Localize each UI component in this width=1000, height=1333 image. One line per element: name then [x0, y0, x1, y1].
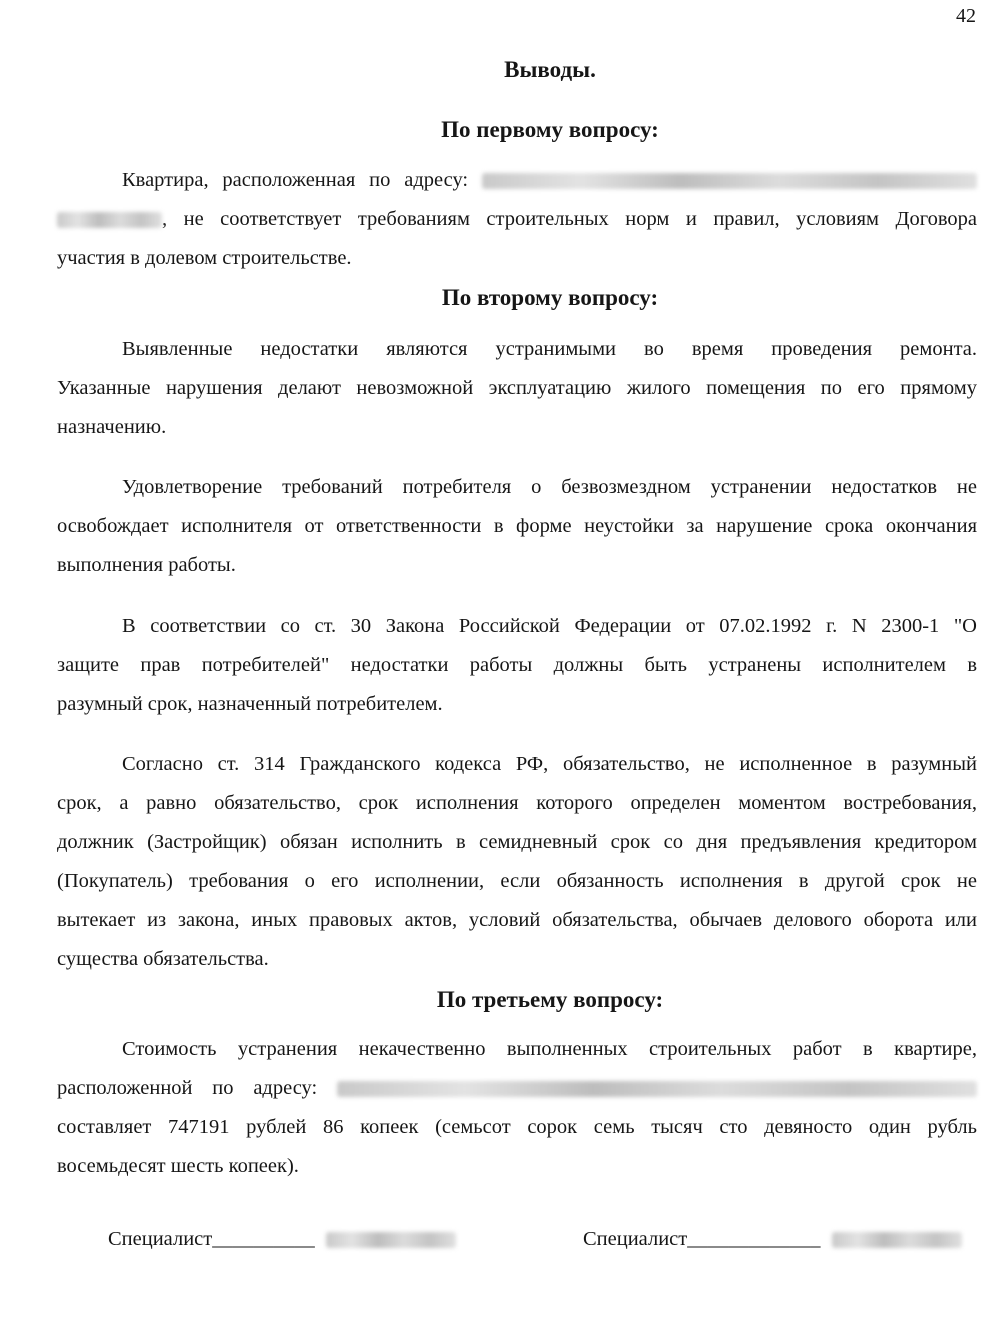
paragraph-line: разумный срок, назначенный потребителем.: [57, 693, 443, 715]
paragraph-line: восемьдесят шесть копеек).: [57, 1155, 299, 1177]
signature-block-1: [108, 1228, 456, 1251]
section-3-heading: По третьему вопросу:: [436, 987, 664, 1012]
signature-label: Специалист: [108, 1228, 213, 1250]
paragraph-line: должник (Застройщик) обязан исполнить в семидневный срок со дня предъявления кредитором: [57, 831, 977, 853]
paragraph-line: (Покупатель) требования о его исполнении, если обязанность исполнения в другой срок не: [57, 870, 977, 892]
paragraph-line: назначению.: [57, 416, 167, 438]
redacted-address: [337, 1081, 977, 1097]
paragraph-line: Удовлетворение требований потребителя о безвозмездном устранении недостатков не: [122, 476, 977, 498]
paragraph-line: расположенной по адресу:: [57, 1069, 977, 1108]
section-1-heading: По первому вопросу:: [441, 117, 659, 142]
paragraph-line: срок, а равно обязательство, срок исполнения которого определен моментом востребования,: [57, 792, 977, 814]
signature-label: Специалист: [583, 1228, 688, 1250]
section-2-heading: По второму вопросу:: [441, 285, 659, 310]
paragraph-line: существа обязательства.: [57, 948, 269, 970]
redacted-name: [832, 1232, 962, 1248]
signature-line: _____________: [687, 1228, 821, 1250]
paragraph-line: вытекает из закона, иных правовых актов, условий обязательства, обычаев делового оборота или: [57, 909, 977, 931]
paragraph-line: Стоимость устранения некачественно выполненных строительных работ в квартире,: [122, 1038, 977, 1060]
paragraph-line: В соответствии со ст. 30 Закона Российской Федерации от 07.02.1992 г. N 2300-1 "О: [122, 615, 977, 637]
signature-block-2: [583, 1228, 962, 1251]
paragraph-line: освобождает исполнителя от ответственности в форме неустойки за нарушение срока окончания: [57, 515, 977, 537]
conclusions-title: Выводы.: [504, 57, 596, 82]
paragraph-line: Выявленные недостатки являются устранимыми во время проведения ремонта.: [122, 338, 977, 360]
section-3-paragraph: [57, 1030, 977, 1186]
paragraph-line: участия в долевом строительстве.: [57, 247, 352, 269]
paragraph-line: Согласно ст. 314 Гражданского кодекса РФ, обязательство, не исполненное в разумный: [122, 753, 977, 775]
paragraph-line: , не соответствует требованиям строительных норм и правил, условиям Договора: [57, 200, 977, 239]
paragraph-line: выполнения работы.: [57, 554, 236, 576]
section-2-paragraph-3: [57, 607, 977, 724]
signature-line: __________: [212, 1228, 315, 1250]
section-2-paragraph-2: [57, 468, 977, 585]
paragraph-line: составляет 747191 рублей 86 копеек (семьсот сорок семь тысяч сто девяносто один рубль: [57, 1116, 977, 1138]
redacted-address: [482, 173, 977, 189]
page-number: 42: [956, 5, 976, 27]
paragraph-line: защите прав потребителей" недостатки работы должны быть устранены исполнителем в: [57, 654, 977, 676]
paragraph-line: Квартира, расположенная по адресу:: [57, 161, 977, 200]
section-1-paragraph: [57, 161, 977, 278]
paragraph-line: Указанные нарушения делают невозможной эксплуатацию жилого помещения по его прямому: [57, 377, 977, 399]
redacted-address: [57, 212, 162, 228]
redacted-name: [326, 1232, 456, 1248]
section-2-paragraph-1: [57, 330, 977, 447]
section-2-paragraph-4: [57, 745, 977, 979]
